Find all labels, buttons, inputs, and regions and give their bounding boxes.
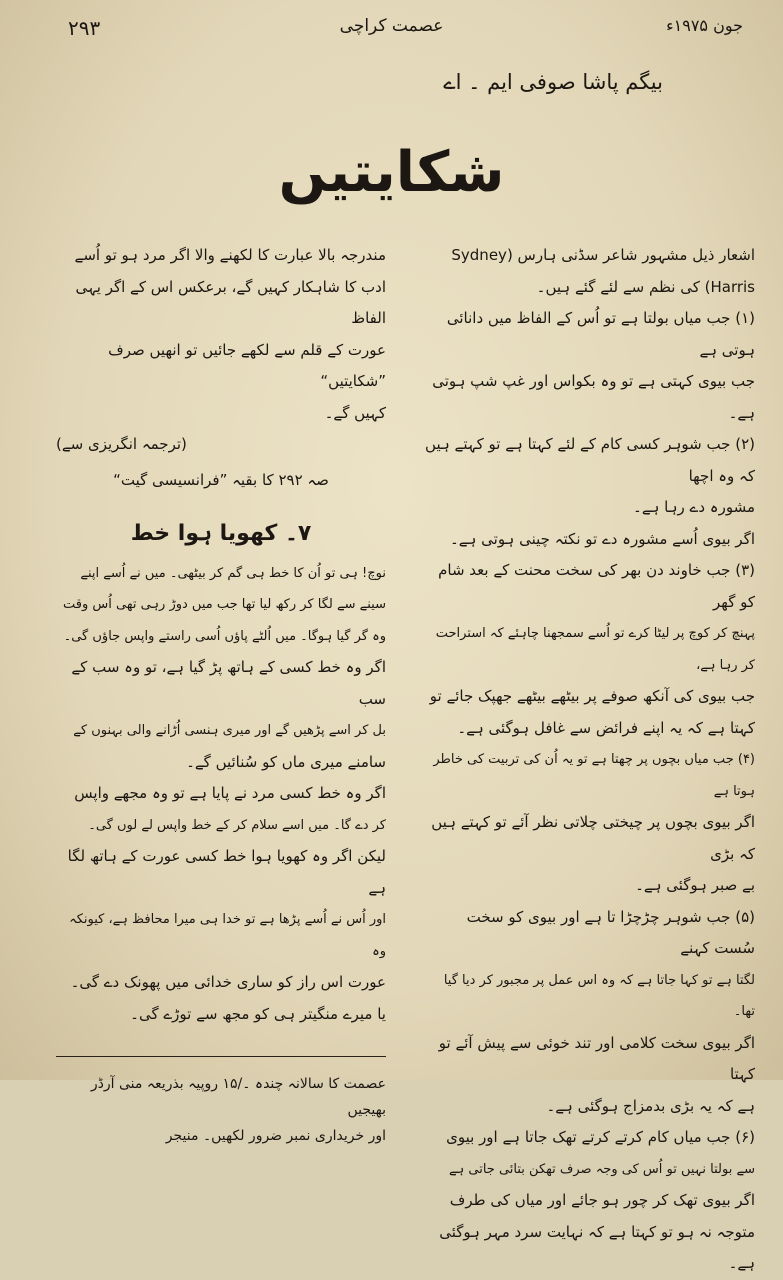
commentary-line: مندرجہ بالا عبارت کا لکھنے والا اگر مرد ہو تو اُسے	[74, 246, 386, 264]
page-number: ۲۹۳	[68, 16, 101, 40]
poem-line: اگر بیوی تھک کر چور ہو جائے اور میاں کی طرف	[449, 1191, 755, 1209]
subscription-notice: عصمت کا سالانہ چندہ ۔/۱۵ روپیہ بذریعہ منی آرڈر بھیجیں	[90, 1076, 386, 1118]
poem-line: یا میرے منگیتر ہی کو مجھ سے توڑے گی۔	[130, 1004, 386, 1023]
page-header	[0, 10, 783, 44]
poem-line: لیکن اگر وہ کھویا ہوا خط کسی عورت کے ہاتھ لگا ہے	[67, 847, 386, 897]
poem-line: لگتا ہے تو کہا جاتا ہے کہ وہ اس عمل پر مجبور کر دیا گیا تھا۔	[443, 972, 755, 1019]
poem-line: سامنے میری ماں کو سُنائیں گے۔	[186, 752, 386, 771]
poem-line: (۶) جب میاں کام کرتے کرتے تھک جاتا ہے اور بیوی	[446, 1128, 755, 1146]
commentary-line: عورت کے قلم سے لکھے جائیں تو انھیں صرف ”شکایتیں“	[108, 340, 386, 390]
poem-line: کہتا ہے کہ یہ اپنے فرائض سے غافل ہوگئی ہے۔	[457, 718, 755, 737]
intro-line: Harris) کی نظم سے لئے گئے ہیں۔	[536, 277, 755, 296]
issue-date: جون ۱۹۷۵ء	[666, 16, 743, 35]
poem-line: نوچ! ہی تو اُن کا خط ہی گم کر بیٹھی۔ میں نے اُسے اپنے	[80, 565, 386, 581]
poem-line: اگر بیوی بچوں پر چیختی چلاتی نظر آئے تو کہتے ہیں کہ بڑی	[431, 813, 755, 863]
poem-line: اگر بیوی اُسے مشورہ دے تو نکتہ چینی ہوتی ہے۔	[450, 529, 755, 548]
poem-line: (۵) جب شوہر چڑچڑا تا ہے اور بیوی کو سخت سُست کہنے	[466, 907, 755, 957]
poem-line: اگر وہ خط کسی کے ہاتھ پڑ گیا ہے، تو وہ سب کے سب	[71, 658, 386, 708]
poem-line: اگر وہ خط کسی مرد نے پایا ہے تو وہ مجھے واپس	[74, 784, 386, 802]
subscription-notice: اور خریداری نمبر ضرور لکھیں۔ منیجر	[165, 1128, 386, 1144]
poem-line: عورت اس راز کو ساری خدائی میں پھونک دے گی۔	[70, 973, 386, 991]
translation-note: (ترجمہ انگریزی سے)	[56, 435, 187, 453]
poem-line: سے بولتا نہیں تو اُس کی وجہ صرف تھکن بتائی جاتی ہے	[449, 1161, 755, 1177]
intro-line: اشعار ذیل مشہور شاعر سڈنی ہارس (Sydney	[451, 246, 755, 264]
author-line: بیگم پاشا صوفی ایم ۔ اے	[443, 70, 663, 94]
poem-line: (۲) جب شوہر کسی کام کے لئے کہتا ہے تو کہتے ہیں کہ وہ اچھا	[425, 435, 755, 485]
poem-line: جب بیوی کی آنکھ صوفے پر بیٹھے بیٹھے جھپک جائے تو	[429, 687, 755, 705]
poem-line: اور اُس نے اُسے پڑھا ہے تو خدا ہی میرا محافظ ہے، کیونکہ وہ	[69, 912, 386, 959]
continuation-reference: صہ ۲۹۲ کا بقیہ ”فرانسیسی گیت“	[113, 470, 329, 489]
poem-line: متوجہ نہ ہو تو کہتا ہے کہ نہایت سرد مہر ہوگئی ہے۔	[439, 1222, 755, 1272]
magazine-name: عصمت کراچی	[339, 16, 444, 36]
poem-line: پہنچ کر کوچ پر لیٹا کرے تو اُسے سمجھنا چاہئے کہ استراحت کر رہا ہے،	[435, 626, 755, 673]
article-title: شکایتیں	[278, 140, 505, 205]
poem-line: (۴) جب میاں بچوں پر چھتا ہے تو یہ اُن کی تربیت کی خاطر ہوتا ہے	[433, 752, 755, 799]
left-column	[56, 240, 386, 1149]
section-heading: ۷۔ کھویا ہوا خط	[130, 521, 312, 546]
poem-line: (۱) جب میاں بولتا ہے تو اُس کے الفاظ میں دانائی ہوتی ہے	[446, 309, 755, 359]
poem-line: ہے کہ یہ بڑی بدمزاج ہوگئی ہے۔	[546, 1096, 755, 1115]
poem-line: جب بیوی کہتی ہے تو وہ بکواس اور غپ شپ ہوتی ہے۔	[432, 372, 755, 422]
poem-line: مشورہ دے رہا ہے۔	[633, 498, 755, 516]
poem-line: سینے سے لگا کر رکھ لیا تھا جب میں دوڑ رہی تھی اُس وقت	[63, 597, 386, 612]
poem-line: بے صبر ہوگئی ہے۔	[635, 876, 755, 894]
commentary-line: کہیں گے۔	[324, 403, 386, 422]
right-column	[425, 240, 755, 1280]
poem-line: (۳) جب خاوند دن بھر کی سخت محنت کے بعد شام کو گھر	[438, 561, 755, 611]
footer-divider	[56, 1056, 386, 1057]
poem-line: بل کر اسے پڑھیں گے اور میری ہنسی اُڑانے والی بہنوں کے	[73, 723, 386, 738]
poem-line: کر دے گا۔ میں اسے سلام کر کے خط واپس لے لوں گی۔	[88, 817, 386, 833]
poem-line: وہ گر گیا ہوگا۔ میں اُلٹے پاؤں اُسی راستے واپس جاؤں گی۔	[63, 628, 386, 644]
commentary-line: ادب کا شاہکار کہیں گے، برعکس اس کے اگر یہی الفاظ	[75, 277, 386, 327]
poem-line: اگر بیوی سخت کلامی اور تند خوئی سے پیش آئے تو کہتا	[438, 1033, 755, 1083]
